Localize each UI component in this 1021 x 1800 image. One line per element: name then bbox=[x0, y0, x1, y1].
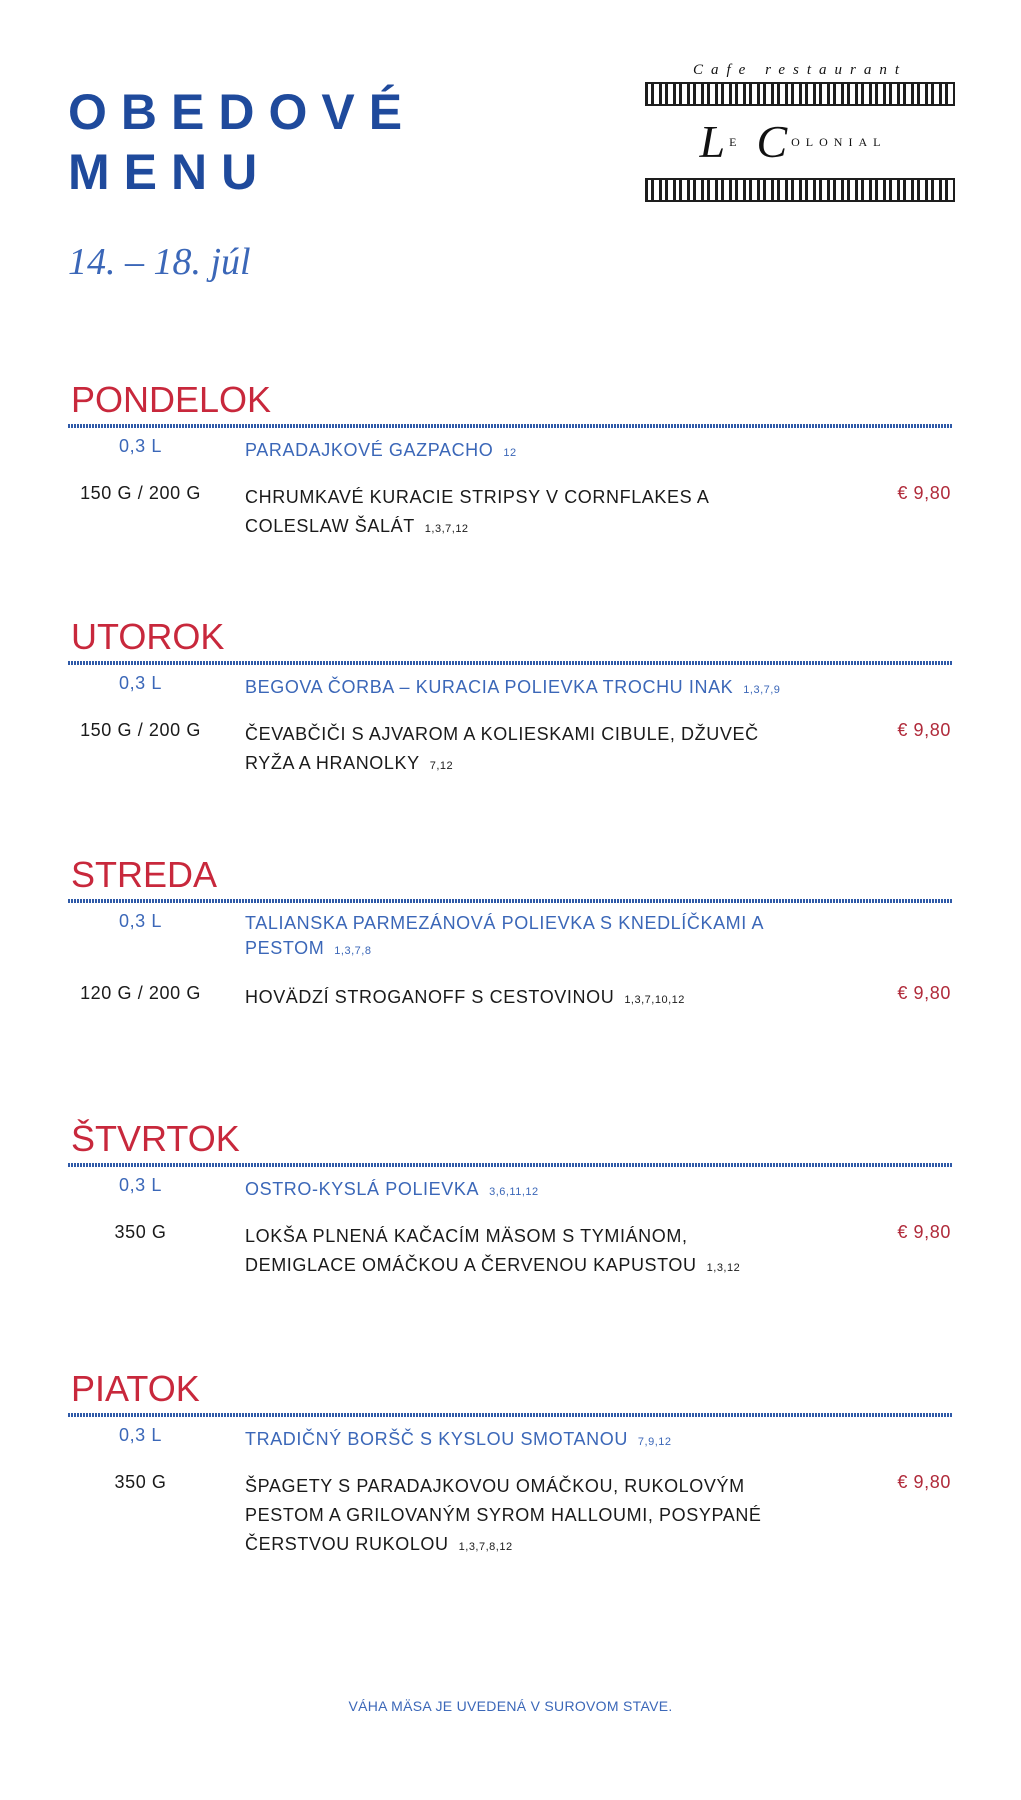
allergens: 1,3,12 bbox=[706, 1262, 741, 1274]
allergens: 1,3,7,8 bbox=[334, 945, 372, 957]
logo-ornament-top bbox=[645, 82, 955, 106]
logo-tagline: Cafe restaurant bbox=[692, 62, 908, 78]
logo-ornament-bottom bbox=[645, 178, 955, 202]
logo-rest-c: OLONIAL bbox=[791, 134, 887, 149]
logo-wordmark bbox=[645, 106, 955, 178]
soup-name: TALIANSKA PARMEZÁNOVÁ POLIEVKA S KNEDLÍČKAMI A PESTOM 1,3,7,8 bbox=[245, 913, 765, 958]
main-qty: 150 G / 200 G bbox=[80, 720, 201, 740]
day-name: PIATOK bbox=[71, 1368, 200, 1409]
logo-initial-c: C bbox=[756, 116, 788, 167]
dotted-divider bbox=[68, 899, 953, 903]
day-section-wednesday bbox=[68, 853, 953, 1007]
title-line-2: MENU bbox=[68, 144, 272, 200]
main-name: CHRUMKAVÉ KURACIE STRIPSY V CORNFLAKES A COLESLAW ŠALÁT 1,3,7,12 bbox=[245, 487, 710, 536]
main-name: HOVÄDZÍ STROGANOFF S CESTOVINOU 1,3,7,10,12 bbox=[245, 987, 685, 1007]
price: € 9,80 bbox=[897, 983, 951, 1003]
price: € 9,80 bbox=[897, 483, 951, 503]
dotted-divider bbox=[68, 424, 953, 428]
day-section-friday bbox=[68, 1367, 953, 1554]
day-section-thursday bbox=[68, 1117, 953, 1275]
logo-rest-l: E bbox=[729, 134, 743, 149]
allergens: 3,6,11,12 bbox=[489, 1186, 539, 1198]
soup-name: BEGOVA ČORBA – KURACIA POLIEVKA TROCHU INAK 1,3,7,9 bbox=[245, 677, 781, 697]
day-name: ŠTVRTOK bbox=[71, 1118, 240, 1159]
day-name: UTOROK bbox=[71, 616, 225, 657]
dotted-divider bbox=[68, 1413, 953, 1417]
footer-note: VÁHA MÄSA JE UVEDENÁ V SUROVOM STAVE. bbox=[348, 1698, 673, 1714]
price: € 9,80 bbox=[897, 720, 951, 740]
price: € 9,80 bbox=[897, 1222, 951, 1242]
logo-initial-l: L bbox=[699, 116, 726, 167]
soup-qty: 0,3 L bbox=[118, 436, 163, 456]
soup-qty: 0,3 L bbox=[118, 1175, 163, 1195]
main-name: ŠPAGETY S PARADAJKOVOU OMÁČKOU, RUKOLOVÝM PESTOM A GRILOVANÝM SYROM HALLOUMI, POSYPANÉ ČERSTVOU RUKOLOU 1,3,7,8,12 bbox=[245, 1476, 762, 1554]
dotted-divider bbox=[68, 661, 953, 665]
day-section-monday bbox=[68, 378, 953, 536]
menu-dates: 14. – 18. júl bbox=[68, 241, 251, 283]
soup-qty: 0,3 L bbox=[118, 1425, 163, 1445]
main-qty: 350 G bbox=[114, 1222, 167, 1242]
restaurant-logo bbox=[645, 58, 955, 206]
soup-qty: 0,3 L bbox=[118, 911, 163, 931]
price: € 9,80 bbox=[897, 1472, 951, 1492]
allergens: 7,12 bbox=[429, 760, 454, 772]
main-qty: 350 G bbox=[114, 1472, 167, 1492]
allergens: 1,3,7,10,12 bbox=[624, 994, 685, 1006]
allergens: 1,3,7,9 bbox=[743, 684, 781, 696]
main-qty: 120 G / 200 G bbox=[80, 983, 201, 1003]
allergens: 1,3,7,8,12 bbox=[458, 1541, 513, 1553]
page-title bbox=[68, 82, 416, 202]
day-name: PONDELOK bbox=[71, 379, 272, 420]
main-qty: 150 G / 200 G bbox=[80, 483, 201, 503]
allergens: 12 bbox=[503, 447, 517, 459]
main-name: LOKŠA PLNENÁ KAČACÍM MÄSOM S TYMIÁNOM, DEMIGLACE OMÁČKOU A ČERVENOU KAPUSTOU 1,3,12 bbox=[245, 1226, 741, 1275]
soup-qty: 0,3 L bbox=[118, 673, 163, 693]
soup-name: PARADAJKOVÉ GAZPACHO 12 bbox=[245, 440, 517, 460]
title-line-1: OBEDOVÉ bbox=[68, 84, 417, 140]
soup-name: TRADIČNÝ BORŠČ S KYSLOU SMOTANOU 7,9,12 bbox=[245, 1429, 672, 1449]
day-name: STREDA bbox=[71, 854, 218, 895]
allergens: 7,9,12 bbox=[637, 1436, 672, 1448]
soup-name: OSTRO-KYSLÁ POLIEVKA 3,6,11,12 bbox=[245, 1179, 539, 1199]
day-section-tuesday bbox=[68, 615, 953, 773]
dotted-divider bbox=[68, 1163, 953, 1167]
allergens: 1,3,7,12 bbox=[424, 523, 469, 535]
main-name: ČEVABČIČI S AJVAROM A KOLIESKAMI CIBULE, DŽUVEČ RYŽA A HRANOLKY 7,12 bbox=[245, 724, 759, 773]
